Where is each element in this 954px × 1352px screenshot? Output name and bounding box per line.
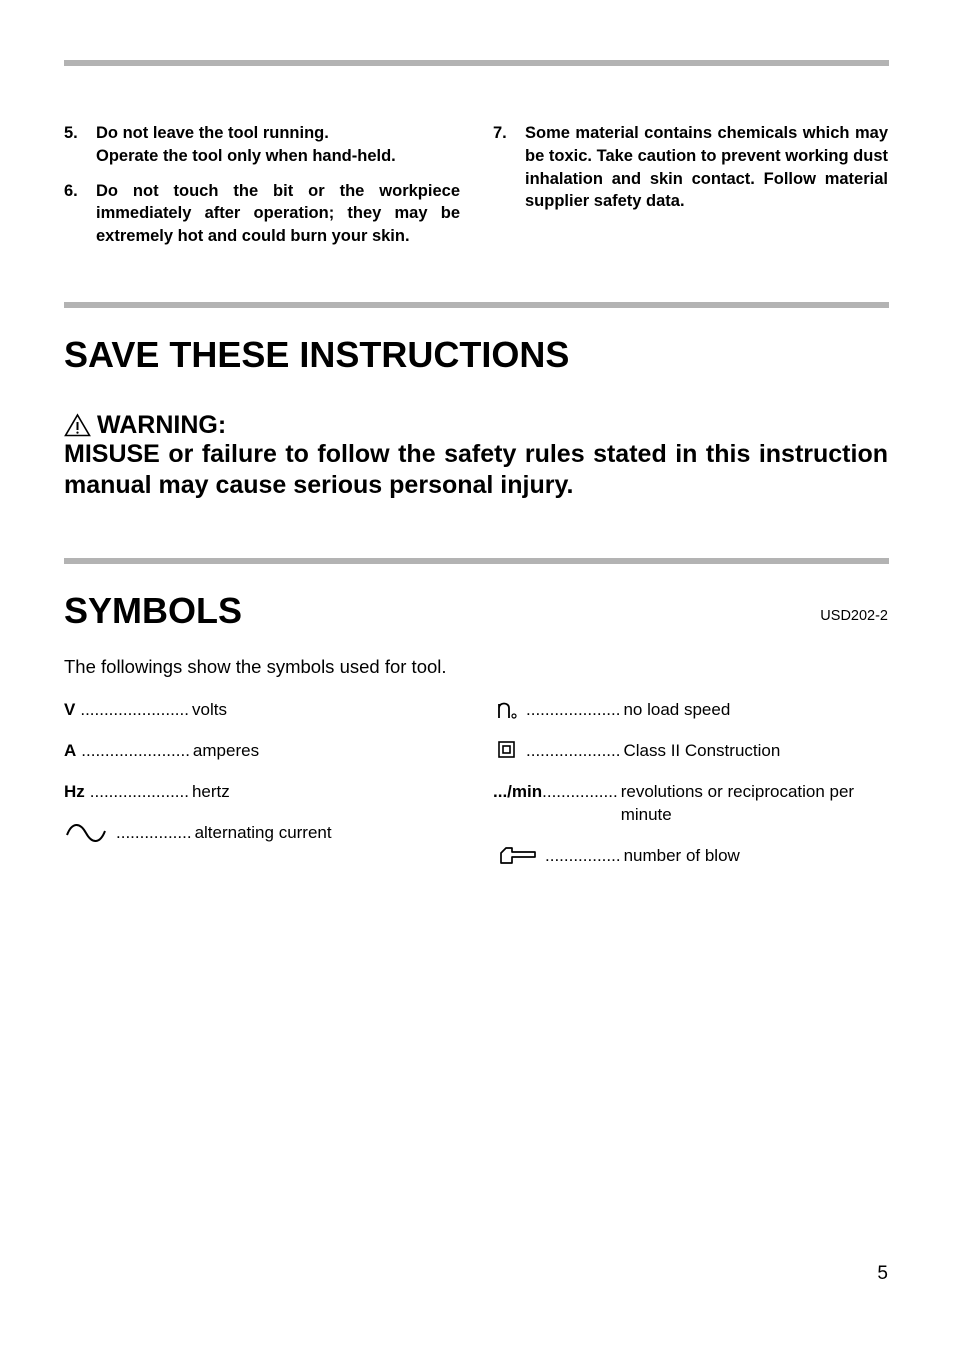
list-item bbox=[493, 122, 888, 213]
leader-dots: ..................... bbox=[89, 782, 189, 801]
symbol-description: Class II Construction bbox=[623, 741, 781, 760]
item-text: Some material contains chemicals which may be toxic. Take caution to prevent working dust inhalation and skin contact. Follow material supplier safety data. bbox=[525, 124, 888, 211]
symbols-intro: The followings show the symbols used for tool. bbox=[64, 656, 447, 677]
symbol-row bbox=[493, 780, 854, 826]
symbol-row bbox=[64, 780, 230, 803]
class-ii-construction-icon bbox=[496, 739, 520, 761]
document-code: USD202-2 bbox=[820, 608, 888, 624]
alternating-current-icon bbox=[64, 822, 108, 844]
symbol-description: no load speed bbox=[623, 700, 731, 719]
save-instructions-heading: SAVE THESE INSTRUCTIONS bbox=[64, 334, 570, 375]
item-text: Do not touch the bit or the workpiece immediately after operation; they may be extremely hot and could burn your skin. bbox=[96, 181, 460, 246]
leader-dots: .................... bbox=[526, 741, 621, 760]
symbol-row bbox=[64, 698, 227, 721]
symbol-key: Hz bbox=[64, 782, 85, 801]
symbol-key: V bbox=[64, 700, 76, 719]
leader-dots: ....................... bbox=[80, 700, 189, 719]
top-divider bbox=[64, 60, 889, 66]
warning-body: MISUSE or failure to follow the safety rules stated in this instruction manual may cause serious personal injury. bbox=[64, 440, 888, 499]
symbol-row bbox=[496, 698, 730, 721]
warning-label: WARNING: bbox=[97, 411, 227, 439]
symbol-key: A bbox=[64, 741, 77, 760]
leader-dots: ................ bbox=[545, 846, 621, 865]
symbol-row bbox=[498, 844, 740, 867]
section-divider bbox=[64, 558, 889, 564]
item-number: 7. bbox=[493, 124, 507, 142]
instructions-right-column bbox=[493, 122, 888, 213]
leader-dots: .................... bbox=[526, 700, 621, 719]
no-load-speed-icon bbox=[496, 698, 520, 720]
page-number: 5 bbox=[877, 1263, 888, 1284]
symbol-row bbox=[64, 821, 332, 844]
leader-dots: ....................... bbox=[81, 741, 190, 760]
leader-dots: ................ bbox=[542, 782, 618, 801]
section-divider bbox=[64, 302, 889, 308]
number-of-blow-icon bbox=[498, 844, 538, 866]
list-item bbox=[64, 122, 460, 168]
symbol-description: amperes bbox=[192, 741, 260, 760]
item-line: Do not leave the tool running. bbox=[96, 124, 329, 142]
symbol-row bbox=[64, 739, 259, 762]
warning-title bbox=[64, 410, 226, 440]
item-line: Operate the tool only when hand-held. bbox=[96, 146, 396, 165]
instructions-left-column bbox=[64, 122, 460, 248]
symbols-heading: SYMBOLS bbox=[64, 590, 243, 631]
symbol-description: number of blow bbox=[623, 846, 740, 865]
warning-triangle-icon bbox=[64, 413, 91, 437]
leader-dots: ................ bbox=[116, 823, 192, 842]
description-line: minute bbox=[620, 805, 672, 824]
symbol-description bbox=[621, 780, 854, 826]
symbol-key: .../min bbox=[493, 782, 543, 801]
item-number: 6. bbox=[64, 181, 78, 200]
item-number: 5. bbox=[64, 124, 78, 142]
symbol-description: alternating current bbox=[194, 823, 332, 842]
description-line: revolutions or reciprocation per bbox=[620, 782, 855, 801]
list-item bbox=[64, 180, 460, 248]
symbol-description: hertz bbox=[191, 782, 230, 801]
symbol-row bbox=[496, 739, 780, 762]
symbol-description: volts bbox=[191, 700, 227, 719]
